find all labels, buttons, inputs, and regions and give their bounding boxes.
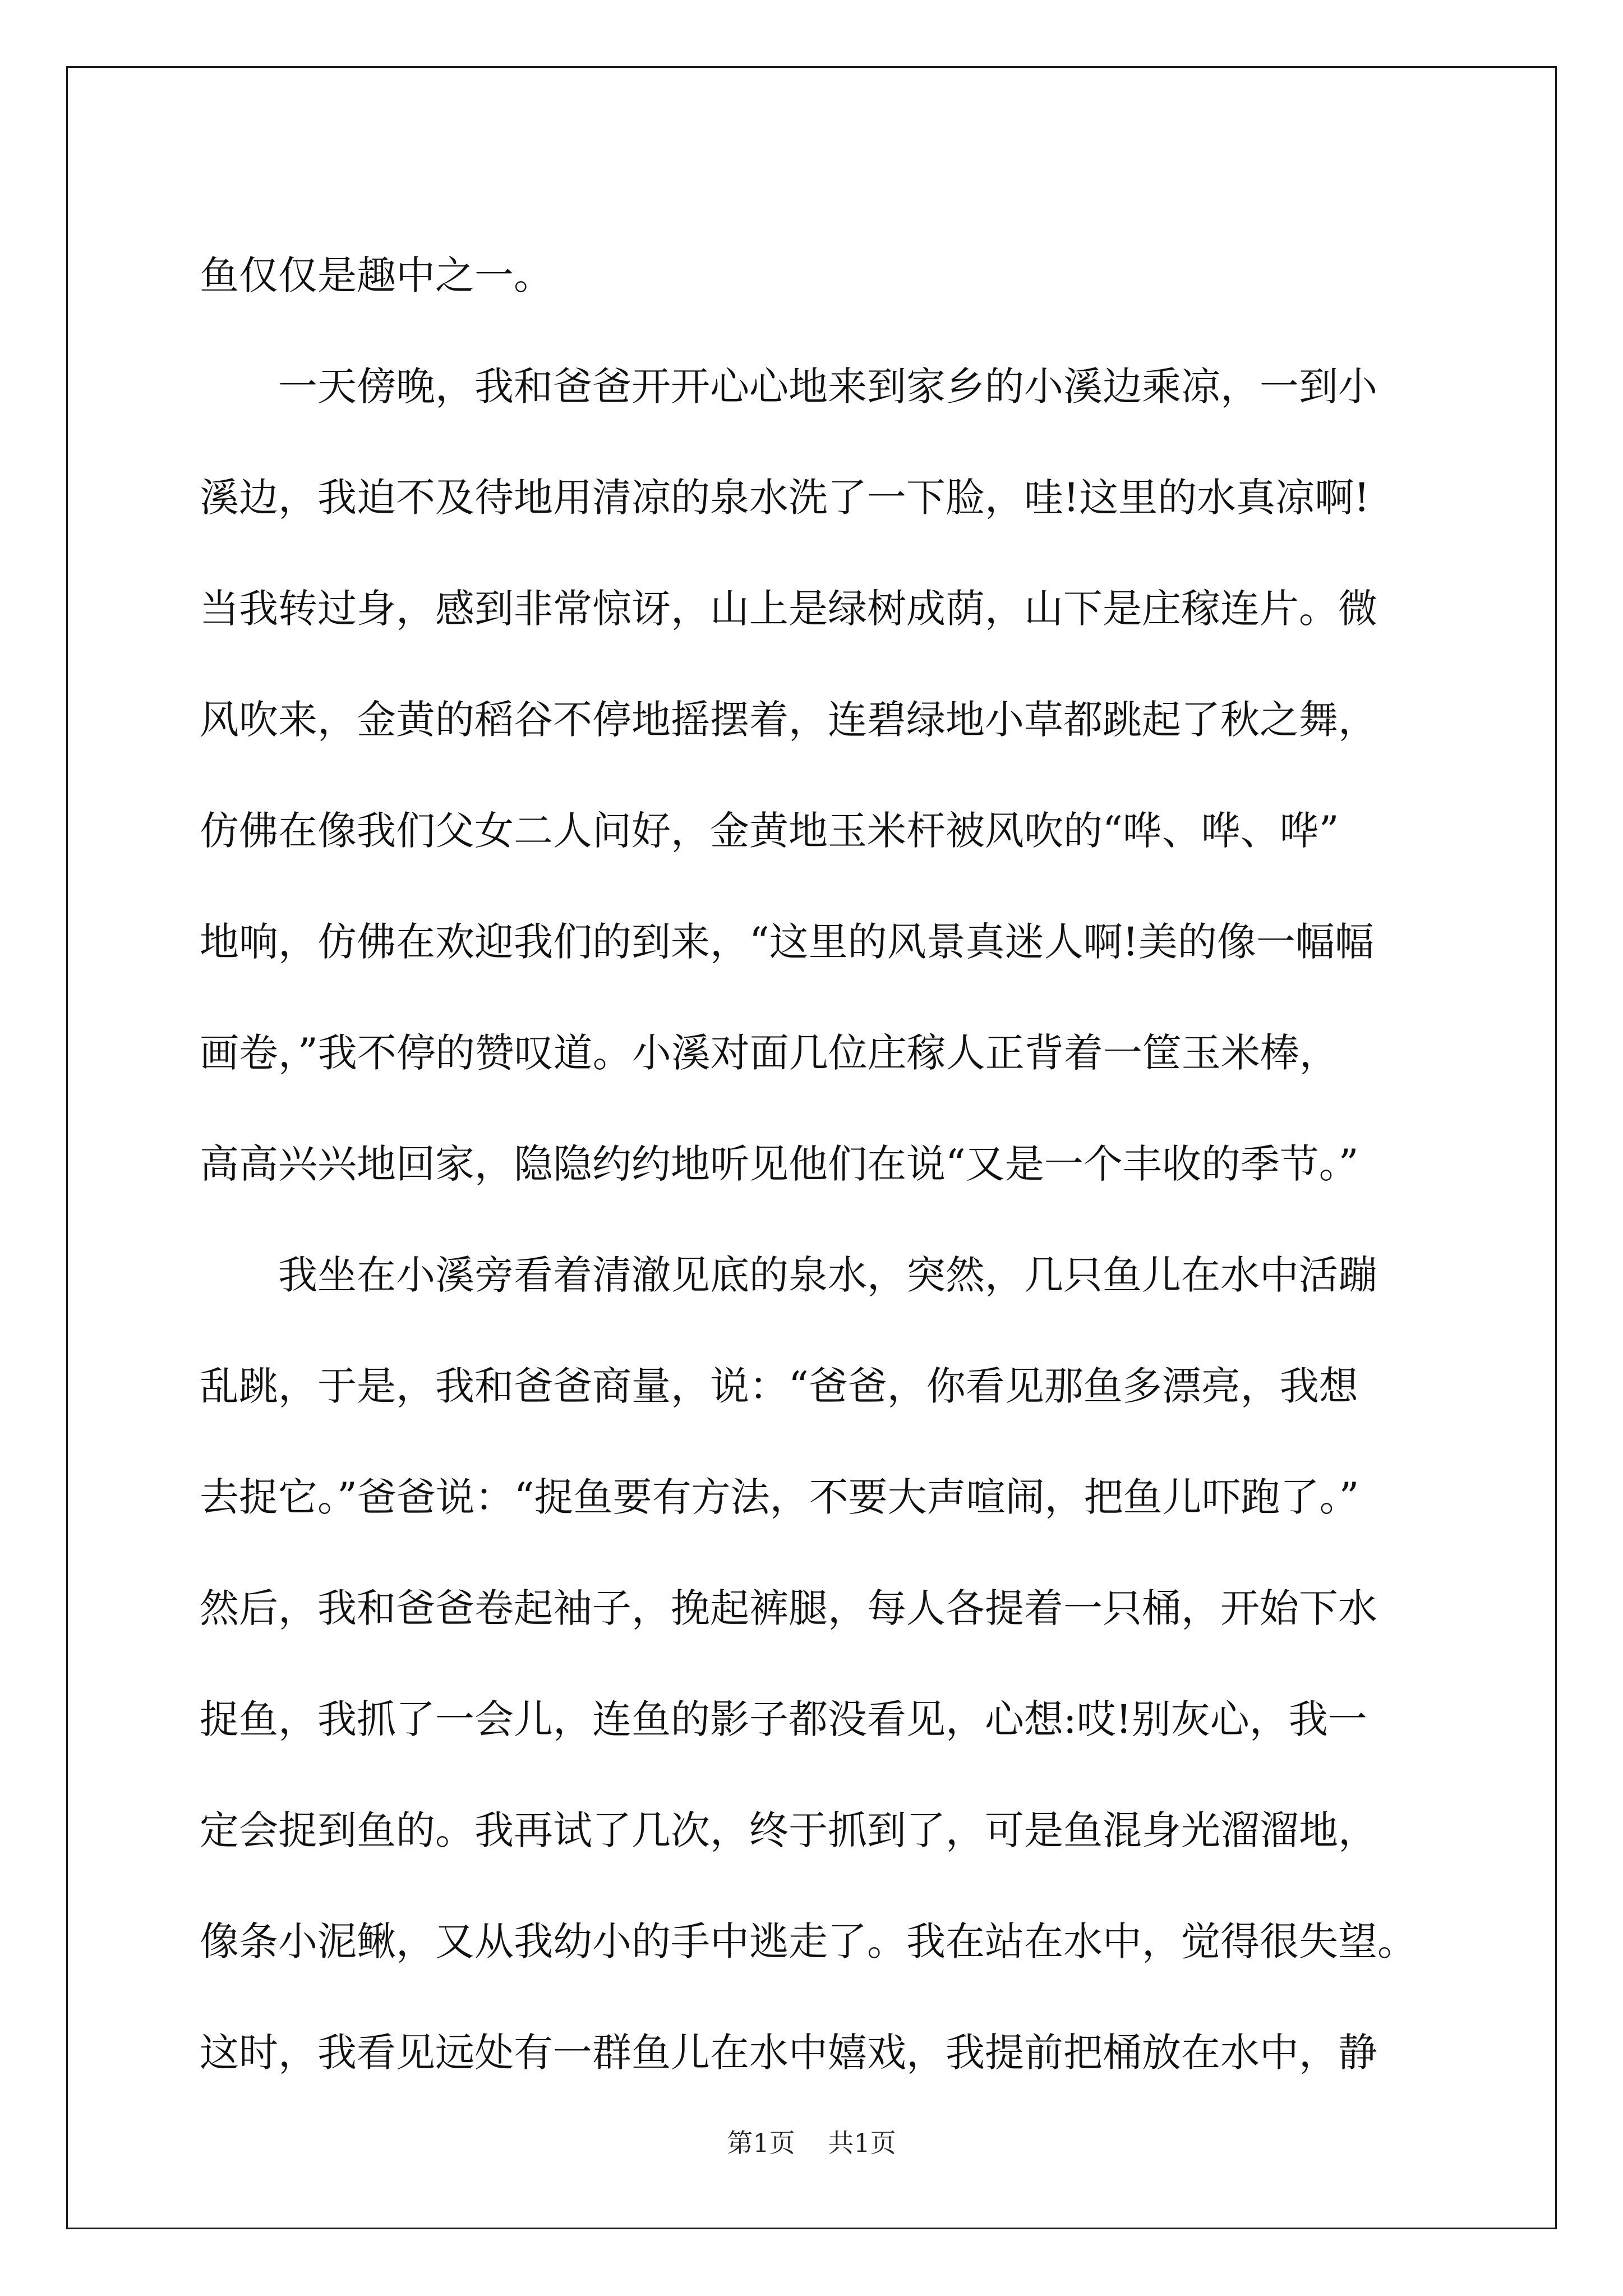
text-line: 去捉它。”爸爸说：“捉鱼要有方法，不要大声喧闹，把鱼儿吓跑了。” [200,1474,1359,1520]
text-line: 定会捉到鱼的。我再试了几次，终于抓到了，可是鱼混身光溜溜地， [200,1807,1377,1853]
page-number-total: 共1页 [828,2128,896,2158]
text-line: 这时，我看见远处有一群鱼儿在水中嬉戏，我提前把桶放在水中，静 [200,2030,1377,2076]
text-line: 仿佛在像我们父女二人问好，金黄地玉米杆被风吹的“哗、哗、哗” [200,808,1339,854]
text-line: 当我转过身，感到非常惊讶，山上是绿树成荫，山下是庄稼连片。微 [200,586,1377,632]
text-line: 捉鱼，我抓了一会儿，连鱼的影子都没看见，心想:哎!别灰心，我一 [200,1696,1367,1742]
text-line: 乱跳，于是，我和爸爸商量，说：“爸爸，你看见那鱼多漂亮，我想 [200,1363,1358,1409]
page-footer [0,2126,1623,2160]
page-number-current: 第1页 [727,2128,795,2158]
text-line: 鱼仅仅是趣中之一。 [200,252,553,298]
text-line: 高高兴兴地回家，隐隐约约地听见他们在说“又是一个丰收的季节。” [200,1141,1359,1187]
text-line: 然后，我和爸爸卷起袖子，挽起裤腿，每人各提着一只桶，开始下水 [200,1585,1377,1631]
text-line: 地响，仿佛在欢迎我们的到来，“这里的风景真迷人啊!美的像一幅幅 [200,919,1374,965]
text-line: 像条小泥鳅，又从我幼小的手中逃走了。我在站在水中，觉得很失望。 [200,1918,1417,1964]
text-line: 溪边，我迫不及待地用清凉的泉水洗了一下脸，哇!这里的水真凉啊! [200,475,1370,521]
text-line: 风吹来，金黄的稻谷不停地摇摆着，连碧绿地小草都跳起了秋之舞， [200,697,1377,743]
text-line: 画卷，”我不停的赞叹道。小溪对面几位庄稼人正背着一筐玉米棒， [200,1030,1339,1076]
document-body [200,220,1428,2108]
text-line: 一天傍晚，我和爸爸开开心心地来到家乡的小溪边乘凉，一到小 [278,364,1377,409]
text-line: 我坐在小溪旁看着清澈见底的泉水，突然，几只鱼儿在水中活蹦 [278,1252,1377,1298]
